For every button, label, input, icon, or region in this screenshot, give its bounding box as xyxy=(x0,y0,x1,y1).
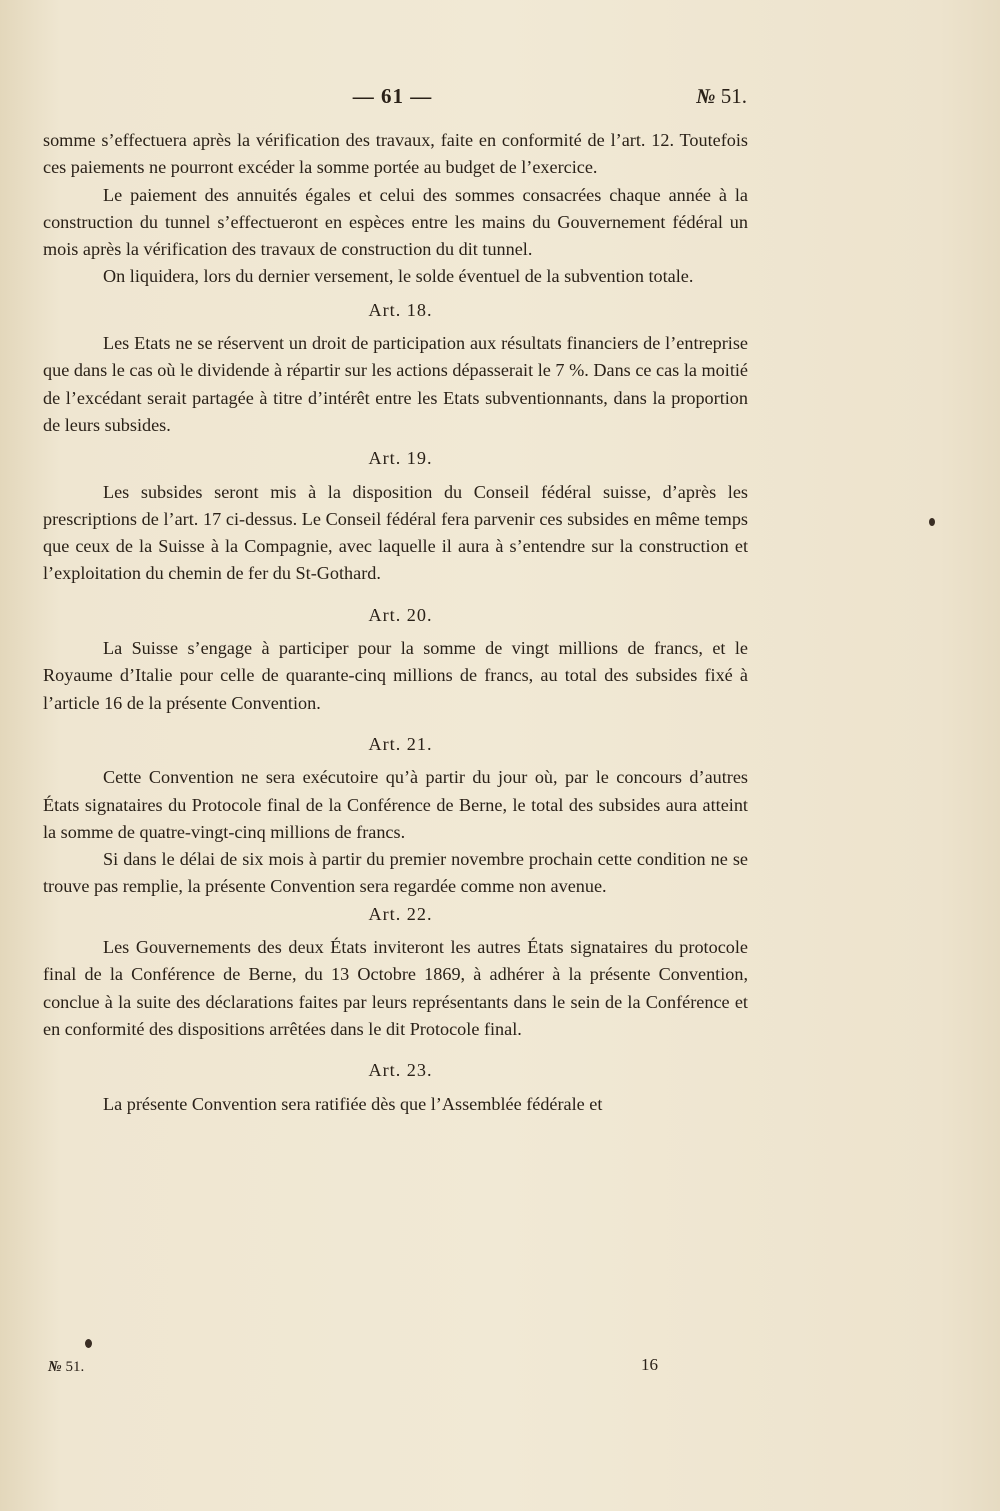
numero-sign: № xyxy=(696,84,716,108)
paragraph: somme s’effectuera après la vérification des travaux, faite en conformité de l’art. 12. Toutefois ces paiements ne pourront excéder la somme portée au budget de l’exercice. xyxy=(43,130,748,178)
page-header xyxy=(0,84,1000,114)
ink-speck xyxy=(85,1339,92,1348)
footer-document-number xyxy=(48,1359,84,1376)
page-footer xyxy=(0,1355,1000,1380)
article-text-22: Les Gouvernements des deux États inviteront les autres États signataires du protocole final de la Conférence de Berne, du 13 Octobre 1869, à adhérer à la présente Convention, conclue à la suite des déclarations faites par leurs représentants dans le sein de la Conférence et en conformité des dispositions arrêtées dans le dit Protocole final. xyxy=(43,937,748,1039)
article-text-18: Les Etats ne se réservent un droit de participation aux résultats financiers de l’entreprise que dans le cas où le dividende à répartir sur les actions dépasserait le 7 %. Dans ce cas la moitié de l’excédant serait partagée à titre d’intérêt entre les Etats subventionnants, dans la proportion de leurs subsides. xyxy=(43,333,748,435)
ink-speck xyxy=(929,518,935,526)
article-text-19: Les subsides seront mis à la disposition du Conseil fédéral suisse, d’après les prescriptions de l’art. 17 ci-dessus. Le Conseil fédéral fera parvenir ces subsides en même temps que ceux de la Suisse à la Compagnie, avec laquelle il aura à s’entendre sur la construction et l’exploitation du chemin de fer du St-Gothard. xyxy=(43,481,748,584)
article-heading-22: Art. 22. xyxy=(368,903,433,924)
footer-document-number-value: 51. xyxy=(65,1359,85,1375)
page-body xyxy=(43,127,748,1118)
article-heading-21: Art. 21. xyxy=(368,733,433,754)
sheet-number: 16 xyxy=(641,1355,658,1374)
document-number-value: 51. xyxy=(720,84,747,108)
article-text-20: La Suisse s’engage à participer pour la somme de vingt millions de francs, et le Royaume d’Italie pour celle de quarante-cinq millions de francs, au total des subsides fixé à l’article 16 de la présente Convention. xyxy=(43,638,748,713)
paragraph: On liquidera, lors du dernier versement, le solde éventuel de la subvention totale. xyxy=(103,266,694,287)
article-heading-18: Art. 18. xyxy=(368,299,433,320)
article-text-21-second: Si dans le délai de six mois à partir du premier novembre prochain cette condition ne se trouve pas remplie, la présente Convention sera regardée comme non avenue. xyxy=(43,849,748,897)
article-heading-20: Art. 20. xyxy=(368,604,433,625)
article-heading-23: Art. 23. xyxy=(368,1060,433,1081)
numero-sign: № xyxy=(48,1359,62,1375)
paragraph: Le paiement des annuités égales et celui des sommes consacrées chaque année à la construction du tunnel s’effectueront en espèces entre les mains du Gouvernement fédéral un mois après la vérification des travaux de construction du dit tunnel. xyxy=(43,184,748,260)
page-number: — 61 — xyxy=(352,84,433,108)
article-text-21: Cette Convention ne sera exécutoire qu’à partir du jour où, par le concours d’autres États signataires du Protocole final de la Conférence de Berne, le total des subsides aura atteint la somme de quatre-vingt-cinq millions de francs. xyxy=(43,767,748,842)
article-heading-19: Art. 19. xyxy=(368,448,433,469)
article-text-23: La présente Convention sera ratifiée dès que l’Assemblée fédérale et xyxy=(103,1093,603,1114)
document-number xyxy=(696,84,747,109)
